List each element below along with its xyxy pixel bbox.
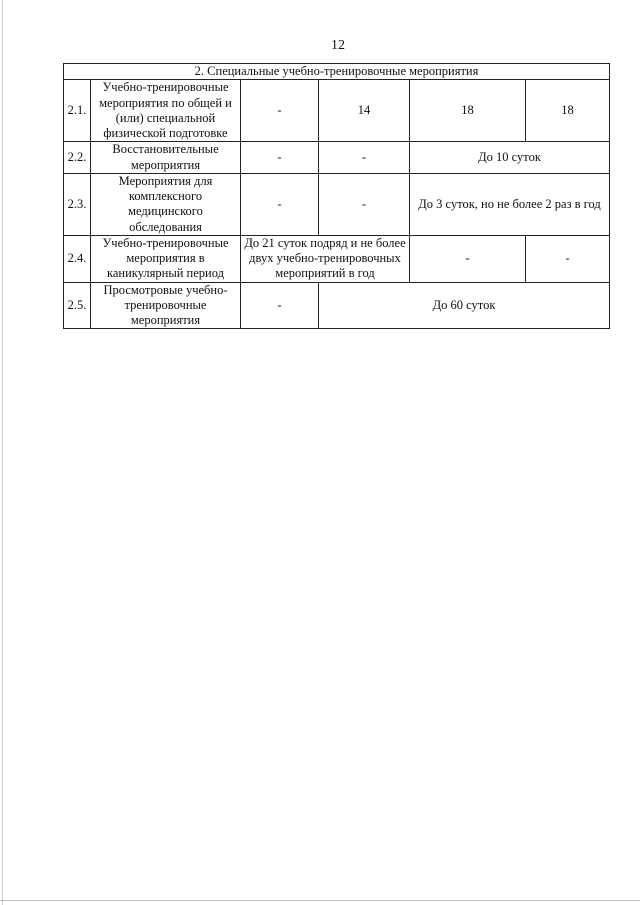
table-row <box>64 282 610 329</box>
page-number: 12 <box>331 38 345 53</box>
event-name: Мероприятия для комплексного медицинского обследования <box>91 173 241 235</box>
row-number: 2.3. <box>64 173 91 235</box>
cell-value: 14 <box>319 80 410 142</box>
cell-value: - <box>241 282 319 329</box>
row-number: 2.1. <box>64 80 91 142</box>
event-name: Просмотровые учебно-тренировочные мероприятия <box>91 282 241 329</box>
cell-value: - <box>319 142 410 174</box>
table-row <box>64 235 610 282</box>
cell-value-merged: До 21 суток подряд и не более двух учебно-тренировочных мероприятий в год <box>241 235 410 282</box>
table-row <box>64 173 610 235</box>
table-row <box>64 80 610 142</box>
section-header-row <box>64 64 610 80</box>
cell-value: 18 <box>526 80 610 142</box>
scan-edge-left <box>2 0 3 905</box>
events-table <box>63 63 610 329</box>
row-number: 2.5. <box>64 282 91 329</box>
row-number: 2.4. <box>64 235 91 282</box>
event-name: Учебно-тренировочные мероприятия по общей и (или) специальной физической подготовке <box>91 80 241 142</box>
cell-value: 18 <box>410 80 526 142</box>
event-name: Учебно-тренировочные мероприятия в каникулярный период <box>91 235 241 282</box>
cell-value-merged: До 3 суток, но не более 2 раз в год <box>410 173 610 235</box>
cell-value: - <box>526 235 610 282</box>
scan-edge-bottom <box>0 900 640 901</box>
cell-value: - <box>319 173 410 235</box>
table-row <box>64 142 610 174</box>
cell-value: - <box>241 80 319 142</box>
cell-value-merged: До 60 суток <box>319 282 610 329</box>
cell-value: - <box>410 235 526 282</box>
cell-value-merged: До 10 суток <box>410 142 610 174</box>
section-title: 2. Специальные учебно-тренировочные мероприятия <box>64 64 610 80</box>
row-number: 2.2. <box>64 142 91 174</box>
cell-value: - <box>241 142 319 174</box>
event-name: Восстановительные мероприятия <box>91 142 241 174</box>
cell-value: - <box>241 173 319 235</box>
